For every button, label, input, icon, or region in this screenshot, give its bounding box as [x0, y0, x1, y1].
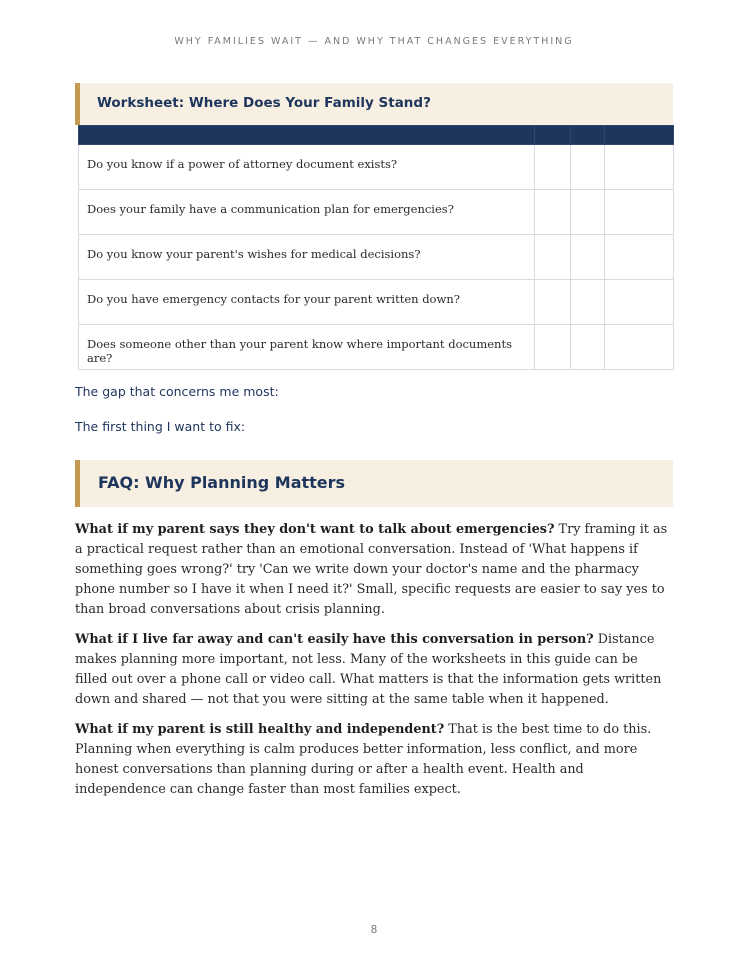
header-cell-answer-1	[535, 126, 571, 145]
faq-item	[75, 520, 673, 620]
prompt-gap-concern: The gap that concerns me most:	[75, 384, 279, 399]
faq-answer: That is the best time to do this. Planning when everything is calm produces better information, less conflict, and more honest conversations than planning during or after a health event. Health and independence can change faster than most families expect.	[75, 722, 652, 797]
faq-question: What if I live far away and can't easily have this conversation in person?	[75, 632, 594, 647]
header-cell-answer-2	[571, 126, 605, 145]
worksheet-table	[78, 125, 674, 370]
answer-box[interactable]	[535, 325, 571, 370]
answer-box[interactable]	[535, 235, 571, 280]
answer-box[interactable]	[571, 235, 605, 280]
faq-answer: Try framing it as a practical request rather than an emotional conversation. Instead of 'What happens if something goes wrong?' try 'Can we write down your doctor's name and the pharmacy phone number so I have it when I need it?' Small, specific requests are easier to say yes to than broad conversations about crisis planning.	[75, 522, 668, 617]
page-number: 8	[370, 924, 378, 936]
answer-box[interactable]	[535, 190, 571, 235]
table-row	[79, 280, 674, 325]
question-cell: Does someone other than your parent know where important documents are?	[79, 325, 535, 370]
worksheet-header-row	[79, 126, 674, 145]
header-cell-question	[79, 126, 535, 145]
worksheet-title: Worksheet: Where Does Your Family Stand?	[97, 95, 431, 111]
table-row	[79, 145, 674, 190]
answer-box[interactable]	[571, 145, 605, 190]
question-cell: Do you know your parent's wishes for medical decisions?	[79, 235, 535, 280]
running-header: WHY FAMILIES WAIT — AND WHY THAT CHANGES EVERYTHING	[174, 36, 574, 47]
table-row	[79, 190, 674, 235]
faq-question: What if my parent says they don't want to talk about emergencies?	[75, 522, 555, 537]
faq-banner	[75, 460, 673, 507]
answer-box[interactable]	[571, 280, 605, 325]
question-cell: Does your family have a communication plan for emergencies?	[79, 190, 535, 235]
question-cell: Do you have emergency contacts for your parent written down?	[79, 280, 535, 325]
worksheet-banner	[75, 83, 673, 125]
answer-box[interactable]	[535, 280, 571, 325]
header-cell-answer-3	[605, 126, 674, 145]
prompt-first-fix: The first thing I want to fix:	[75, 419, 246, 434]
faq-item	[75, 630, 673, 710]
answer-box[interactable]	[571, 325, 605, 370]
answer-box[interactable]	[605, 145, 674, 190]
faq-question: What if my parent is still healthy and independent?	[75, 722, 445, 737]
table-row	[79, 235, 674, 280]
faq-item	[75, 720, 673, 800]
answer-box[interactable]	[605, 190, 674, 235]
answer-box[interactable]	[535, 145, 571, 190]
question-cell: Do you know if a power of attorney document exists?	[79, 145, 535, 190]
answer-box[interactable]	[605, 280, 674, 325]
answer-box[interactable]	[605, 235, 674, 280]
faq-answer: Distance makes planning more important, not less. Many of the worksheets in this guide can be filled out over a phone call or video call. What matters is that the information gets written down and shared — not that you were sitting at the same table when it happened.	[75, 632, 662, 707]
table-row	[79, 325, 674, 370]
answer-box[interactable]	[605, 325, 674, 370]
faq-title: FAQ: Why Planning Matters	[98, 473, 346, 492]
faq-list	[75, 520, 673, 810]
answer-box[interactable]	[571, 190, 605, 235]
